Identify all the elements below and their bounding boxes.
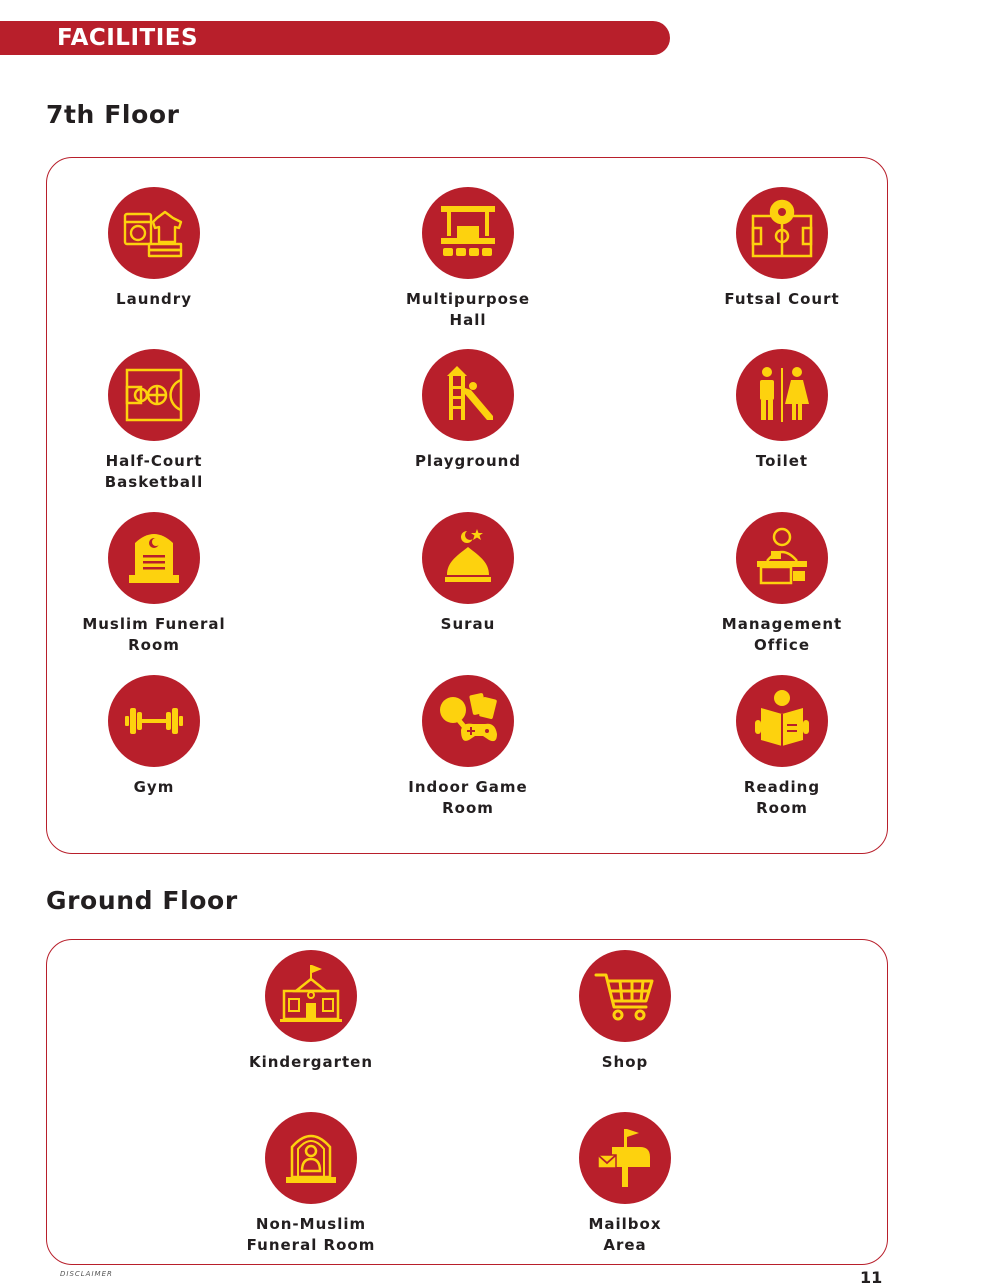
panel-ground-floor: [46, 939, 888, 1265]
futsal-court-icon: [736, 187, 828, 279]
disclaimer-text: DISCLAIMER: [60, 1270, 113, 1278]
facility-non-muslim-funeral-room: [206, 1112, 416, 1256]
toilet-icon: [736, 349, 828, 441]
facility-toilet: [677, 349, 887, 472]
facility-kindergarten: [206, 950, 416, 1073]
non-muslim-funeral-room-icon: [265, 1112, 357, 1204]
facility-muslim-funeral-room: [49, 512, 259, 656]
facility-label: Playground: [414, 452, 522, 470]
floor-heading-ground: Ground Floor: [46, 886, 238, 915]
facility-label: Surau: [440, 615, 496, 633]
page-title: FACILITIES: [57, 25, 199, 51]
facility-surau: [363, 512, 573, 635]
facility-label: Kindergarten: [248, 1053, 374, 1071]
facility-reading-room: [677, 675, 887, 819]
facility-futsal-court: [677, 187, 887, 310]
basketball-court-icon: [108, 349, 200, 441]
indoor-game-room-icon: [422, 675, 514, 767]
playground-icon: [422, 349, 514, 441]
kindergarten-icon: [265, 950, 357, 1042]
multipurpose-hall-icon: [422, 187, 514, 279]
facility-gym: [49, 675, 259, 798]
page-number: 11: [860, 1268, 883, 1287]
facility-label: Half-Court Basketball: [104, 452, 204, 491]
gym-icon: [108, 675, 200, 767]
facilities-banner: [0, 21, 670, 55]
facility-half-court-basketball: [49, 349, 259, 493]
facility-label: Gym: [133, 778, 175, 796]
management-office-icon: [736, 512, 828, 604]
mailbox-icon: [579, 1112, 671, 1204]
facility-management-office: [677, 512, 887, 656]
facility-label: Shop: [601, 1053, 649, 1071]
facility-label: Mailbox Area: [588, 1215, 662, 1254]
facility-multipurpose-hall: [363, 187, 573, 331]
facility-label: Management Office: [721, 615, 843, 654]
shop-cart-icon: [579, 950, 671, 1042]
facility-label: Laundry: [116, 290, 192, 308]
facility-label: Indoor Game Room: [408, 778, 528, 817]
facility-playground: [363, 349, 573, 472]
floor-heading-7th: 7th Floor: [46, 100, 180, 129]
facility-label: Muslim Funeral Room: [82, 615, 226, 654]
laundry-icon: [108, 187, 200, 279]
facility-indoor-game-room: [363, 675, 573, 819]
facility-label: Non-Muslim Funeral Room: [246, 1215, 376, 1254]
facility-laundry: [49, 187, 259, 310]
facility-mailbox-area: [520, 1112, 730, 1256]
surau-icon: [422, 512, 514, 604]
facility-label: Reading Room: [743, 778, 821, 817]
muslim-funeral-room-icon: [108, 512, 200, 604]
facility-label: Futsal Court: [724, 290, 840, 308]
facility-label: Toilet: [755, 452, 809, 470]
facility-shop: [520, 950, 730, 1073]
reading-room-icon: [736, 675, 828, 767]
facility-label: Multipurpose Hall: [405, 290, 531, 329]
